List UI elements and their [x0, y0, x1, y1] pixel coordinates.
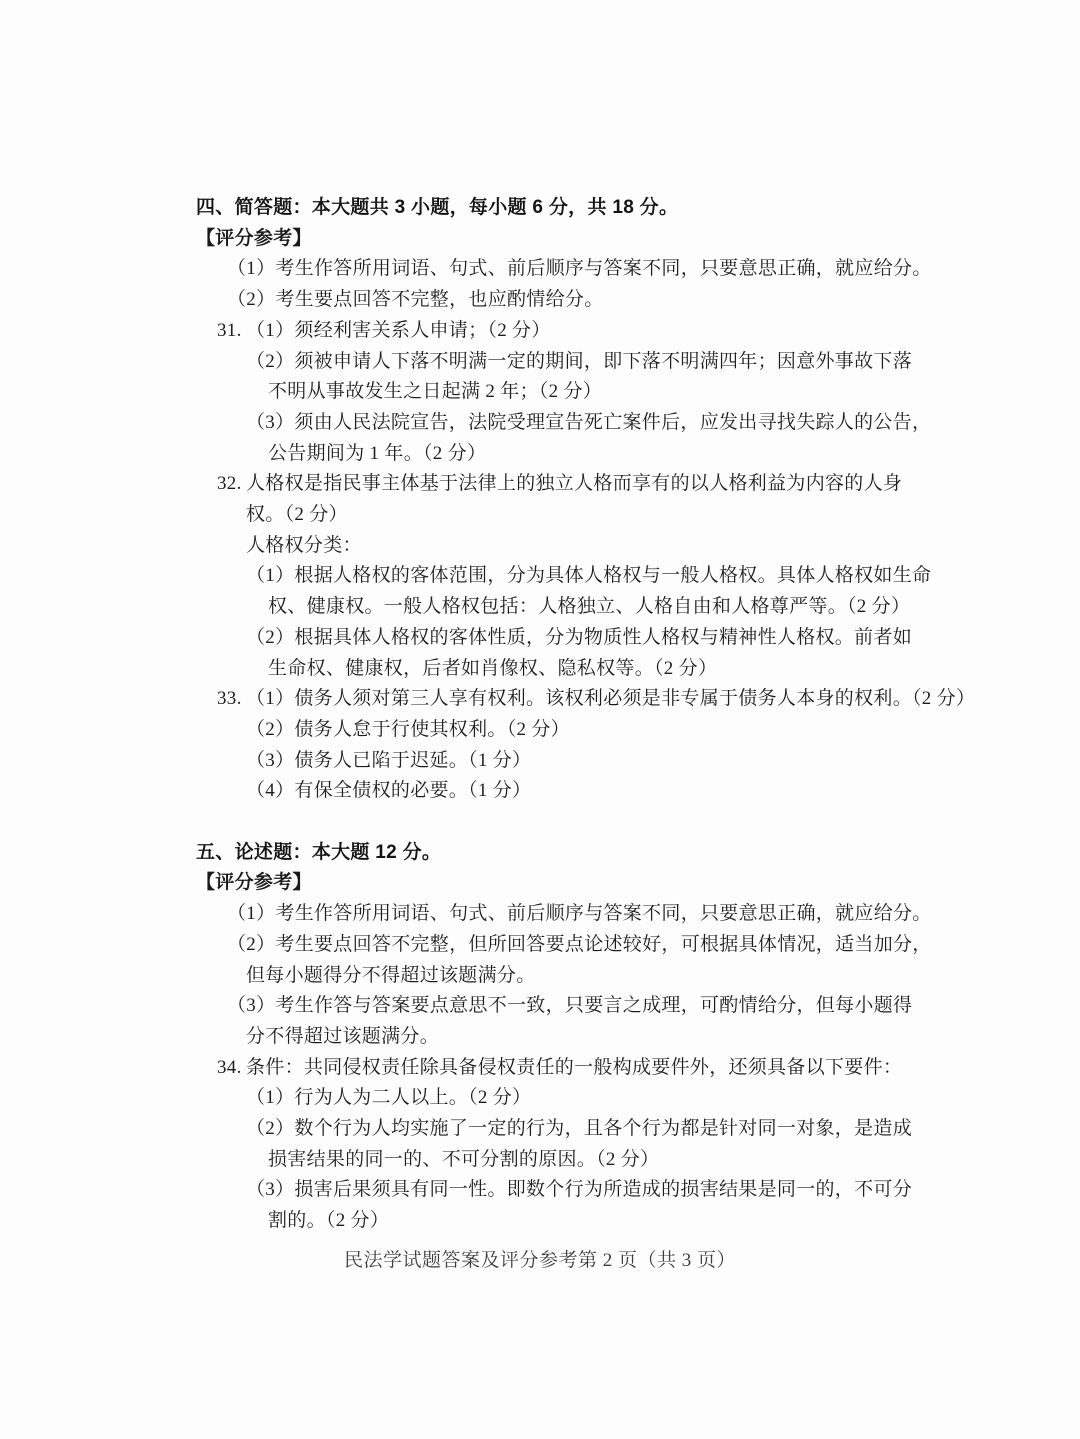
document-body [0, 193, 1080, 1237]
section-5-scoring-note-1: （1）考生作答所用词语、句式、前后顺序与答案不同，只要意思正确，就应给分。 [227, 903, 932, 925]
section-4-scoring-note-2: （2）考生要点回答不完整，也应酌情给分。 [227, 289, 604, 311]
question-32-answer-text: 人格权是指民事主体基于法律上的独立人格而享有的以人格利益为内容的人身 [246, 473, 903, 495]
question-32-number: 32. [217, 473, 242, 495]
question-32-line-7: 生命权、健康权，后者如肖像权、隐私权等。（2 分） [268, 657, 718, 679]
page-footer: 民法学试题答案及评分参考第 2 页（共 3 页） [343, 1250, 736, 1271]
question-34-line-4: 损害结果的同一的、不可分割的原因。（2 分） [268, 1148, 660, 1170]
question-34-answer-text: 条件：共同侵权责任除具备侵权责任的一般构成要件外，还须具备以下要件： [246, 1056, 903, 1078]
section-4-scoring-note-1: （1）考生作答所用词语、句式、前后顺序与答案不同，只要意思正确，就应给分。 [227, 258, 932, 280]
question-33-line-4: （4）有保全债权的必要。（1 分） [246, 780, 532, 802]
section-5-scoring-note-2-continued: 但每小题得分不得超过该题满分。 [246, 964, 536, 986]
question-31-line-1 [0, 316, 1080, 347]
section-4-scoring-reference-header: 【评分参考】 [196, 227, 312, 249]
question-32-line-5: 权、健康权。一般人格权包括：人格独立、人格自由和人格尊严等。（2 分） [268, 596, 911, 618]
question-33-answer-text: （1）债务人须对第三人享有权利。该权利必须是非专属于债务人本身的权利。（2 分） [246, 688, 976, 710]
question-33-line-1 [0, 684, 1080, 715]
question-32-line-6: （2）根据具体人格权的客体性质，分为物质性人格权与精神性人格权。前者如 [246, 626, 913, 648]
question-33-line-2: （2）债务人怠于行使其权利。（2 分） [246, 718, 570, 740]
question-31-number: 31. [217, 319, 242, 341]
question-31-line-5: 公告期间为 1 年。（2 分） [268, 442, 487, 464]
question-32-line-4: （1）根据人格权的客体范围，分为具体人格权与一般人格权。具体人格权如生命 [246, 565, 932, 587]
question-34-line-1 [0, 1053, 1080, 1084]
question-33-line-3: （3）债务人已陷于迟延。（1 分） [246, 749, 532, 771]
question-31-line-4: （3）须由人民法院宣告，法院受理宣告死亡案件后，应发出寻找失踪人的公告， [246, 411, 932, 433]
question-32-line-3: 人格权分类： [246, 534, 362, 556]
question-31-line-3: 不明从事故发生之日起满 2 年；（2 分） [268, 381, 603, 403]
question-33-number: 33. [217, 688, 242, 710]
question-32-line-1 [0, 469, 1080, 500]
section-5-scoring-note-3-continued: 分不得超过该题满分。 [246, 1025, 440, 1047]
section-5-scoring-note-3: （3）考生作答与答案要点意思不一致，只要言之成理，可酌情给分，但每小题得 [227, 995, 913, 1017]
question-31-answer-text: （1）须经利害关系人申请；（2 分） [246, 319, 551, 341]
section-5-heading: 五、论述题：本大题 12 分。 [196, 841, 442, 863]
question-34-line-3: （2）数个行为人均实施了一定的行为，且各个行为都是针对同一对象，是造成 [246, 1118, 913, 1140]
question-31-line-2: （2）须被申请人下落不明满一定的期间，即下落不明满四年；因意外事故下落 [246, 350, 913, 372]
section-5-scoring-note-2: （2）考生要点回答不完整，但所回答要点论述较好，可根据具体情况，适当加分， [227, 933, 932, 955]
section-5-scoring-reference-header: 【评分参考】 [196, 872, 312, 894]
question-34-line-6: 割的。（2 分） [268, 1210, 390, 1232]
question-32-line-2: 权。（2 分） [246, 504, 348, 526]
section-4-heading: 四、简答题：本大题共 3 小题，每小题 6 分，共 18 分。 [196, 197, 679, 218]
question-34-line-5: （3）损害后果须具有同一性。即数个行为所造成的损害结果是同一的，不可分 [246, 1179, 913, 1201]
question-34-line-2: （1）行为人为二人以上。（2 分） [246, 1087, 532, 1109]
question-34-number: 34. [217, 1056, 242, 1078]
